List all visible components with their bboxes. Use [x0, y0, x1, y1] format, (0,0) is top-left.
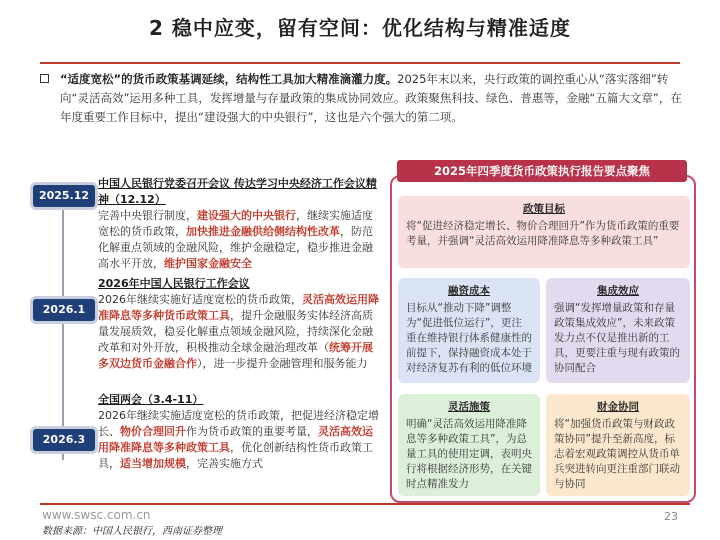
timeline-entry-text: ，继续实施适度宽松的货币政策，: [98, 209, 373, 238]
timeline-entry-heading: 中国人民银行党委召开会议 传达学习中央经济工作会议精神（12.12）: [98, 177, 377, 206]
timeline-entry-text: 作为货币政策的重要考量，: [186, 425, 318, 438]
timeline-date-badge: 2026.1: [33, 299, 95, 321]
timeline-axis: [62, 190, 64, 460]
timeline-entry-highlight: 灵活高效运用降准降息等多种政策工具: [98, 425, 373, 454]
timeline-date-badge: 2025.12: [33, 185, 95, 207]
timeline-entry: [98, 276, 380, 372]
timeline-entry-highlight: 加快推进金融供给侧结构性改革: [186, 225, 340, 238]
timeline-entry-highlight: 建设强大的中央银行: [197, 209, 296, 222]
card-text: 将“加强货币政策与财政政策协同”提升至新高度，标志着宏观政策调控从货币单兵突进转向更注重部门联动与协同: [554, 418, 680, 490]
footer-divider: [40, 503, 690, 505]
panel-banner: 2025年四季度货币政策执行报告要点聚焦: [397, 160, 687, 182]
card-title: 集成效应: [597, 285, 639, 297]
footer-website: www.swsc.com.cn: [42, 508, 151, 522]
card-flexible-policy: [398, 394, 540, 496]
timeline-entry-text: 2026年继续实施好适度宽松的货币政策，: [98, 293, 302, 306]
timeline-entry-heading: 2026年中国人民银行工作会议: [98, 277, 250, 290]
timeline-entry-text: ），进一步提升金融管理和服务能力: [197, 357, 368, 370]
card-title: 融资成本: [448, 285, 490, 297]
timeline-entry: [98, 176, 380, 272]
timeline-entry-highlight: 统筹开展多双边货币金融合作: [98, 341, 373, 370]
intro-lead: “适度宽松”的货币政策基调延续，结构性工具加大精准滴灌力度。: [60, 72, 398, 86]
square-bullet-icon: [40, 74, 49, 83]
timeline-date-badge: 2026.3: [33, 429, 95, 451]
timeline-entry-heading: 全国两会（3.4-11）: [98, 393, 204, 406]
card-policy-goal: [398, 196, 690, 268]
page-number: 23: [664, 510, 678, 523]
timeline-entry-text: 2026年继续实施适度宽松的货币政策，把促进经济稳定增长、: [98, 409, 379, 438]
timeline-entry-text: 完善中央银行制度，: [98, 209, 197, 222]
intro-body: 2025年末以来，央行政策的调控重心从“落实落细”转向“灵活高效”运用多种工具，发挥增量与存量政策的集成协同效应。政策聚焦科技、绿色、普惠等，金融“五篇大文章”，在年度重要工作目标中，提出“建设强大的中央银行”，这也是六个强大的第二项。: [60, 72, 682, 124]
timeline-entry-highlight: 适当增加规模: [120, 457, 186, 470]
card-title: 灵活施策: [448, 401, 490, 413]
timeline-entry-highlight: 灵活高效运用降准降息等多种货币政策工具: [98, 293, 379, 322]
card-text: 将“促进经济稳定增长、物价合理回升”作为货币政策的重要考量，并强调“灵活高效运用降准降息等多种政策工具”: [406, 220, 680, 247]
card-fiscal-monetary-coordination: [546, 394, 690, 496]
footer-source: 数据来源：中国人民银行，西南证券整理: [42, 526, 222, 537]
card-title: 政策目标: [523, 203, 565, 215]
card-text: 明确“灵活高效运用降准降息等多种政策工具”，为总量工具的使用定调，表明央行将根据经济形势，在关键时点精准发力: [406, 418, 532, 490]
timeline-entry-highlight: 物价合理回升: [120, 425, 186, 438]
card-text: 目标从“推动下降”调整为“促进低位运行”，更注重在维持银行体系健康性的前提下，保持融资成本处于对经济复苏有利的低位环境: [406, 302, 532, 374]
card-text: 强调“发挥增量政策和存量政策集成效应”，未来政策发力点不仅是推出新的工具，更要注重与现有政策的协同配合: [554, 302, 680, 374]
card-integration-effect: [546, 278, 690, 383]
timeline-entry-text: ，完善实施方式: [186, 457, 263, 470]
timeline-entry: [98, 392, 380, 472]
timeline-entry-highlight: 维护国家金融安全: [164, 257, 252, 270]
timeline-entry-text: ，提升金融服务实体经济高质量发展质效，稳妥化解重点领域金融风险，持续深化金融改革和对外开放，积极推动全球金融治理改革（: [98, 309, 373, 354]
card-title: 财金协同: [597, 401, 639, 413]
intro-paragraph: [40, 70, 690, 127]
timeline-entry-text: ，优化创新结构性货币政策工具，: [98, 441, 373, 470]
timeline-entry-text: ，防范化解重点领域的金融风险，维护金融稳定，稳步推进金融高水平开放，: [98, 225, 373, 270]
page-title: 2 稳中应变，留有空间：优化结构与精准适度: [149, 16, 571, 40]
title-divider: [40, 62, 680, 64]
card-financing-cost: [398, 278, 540, 383]
